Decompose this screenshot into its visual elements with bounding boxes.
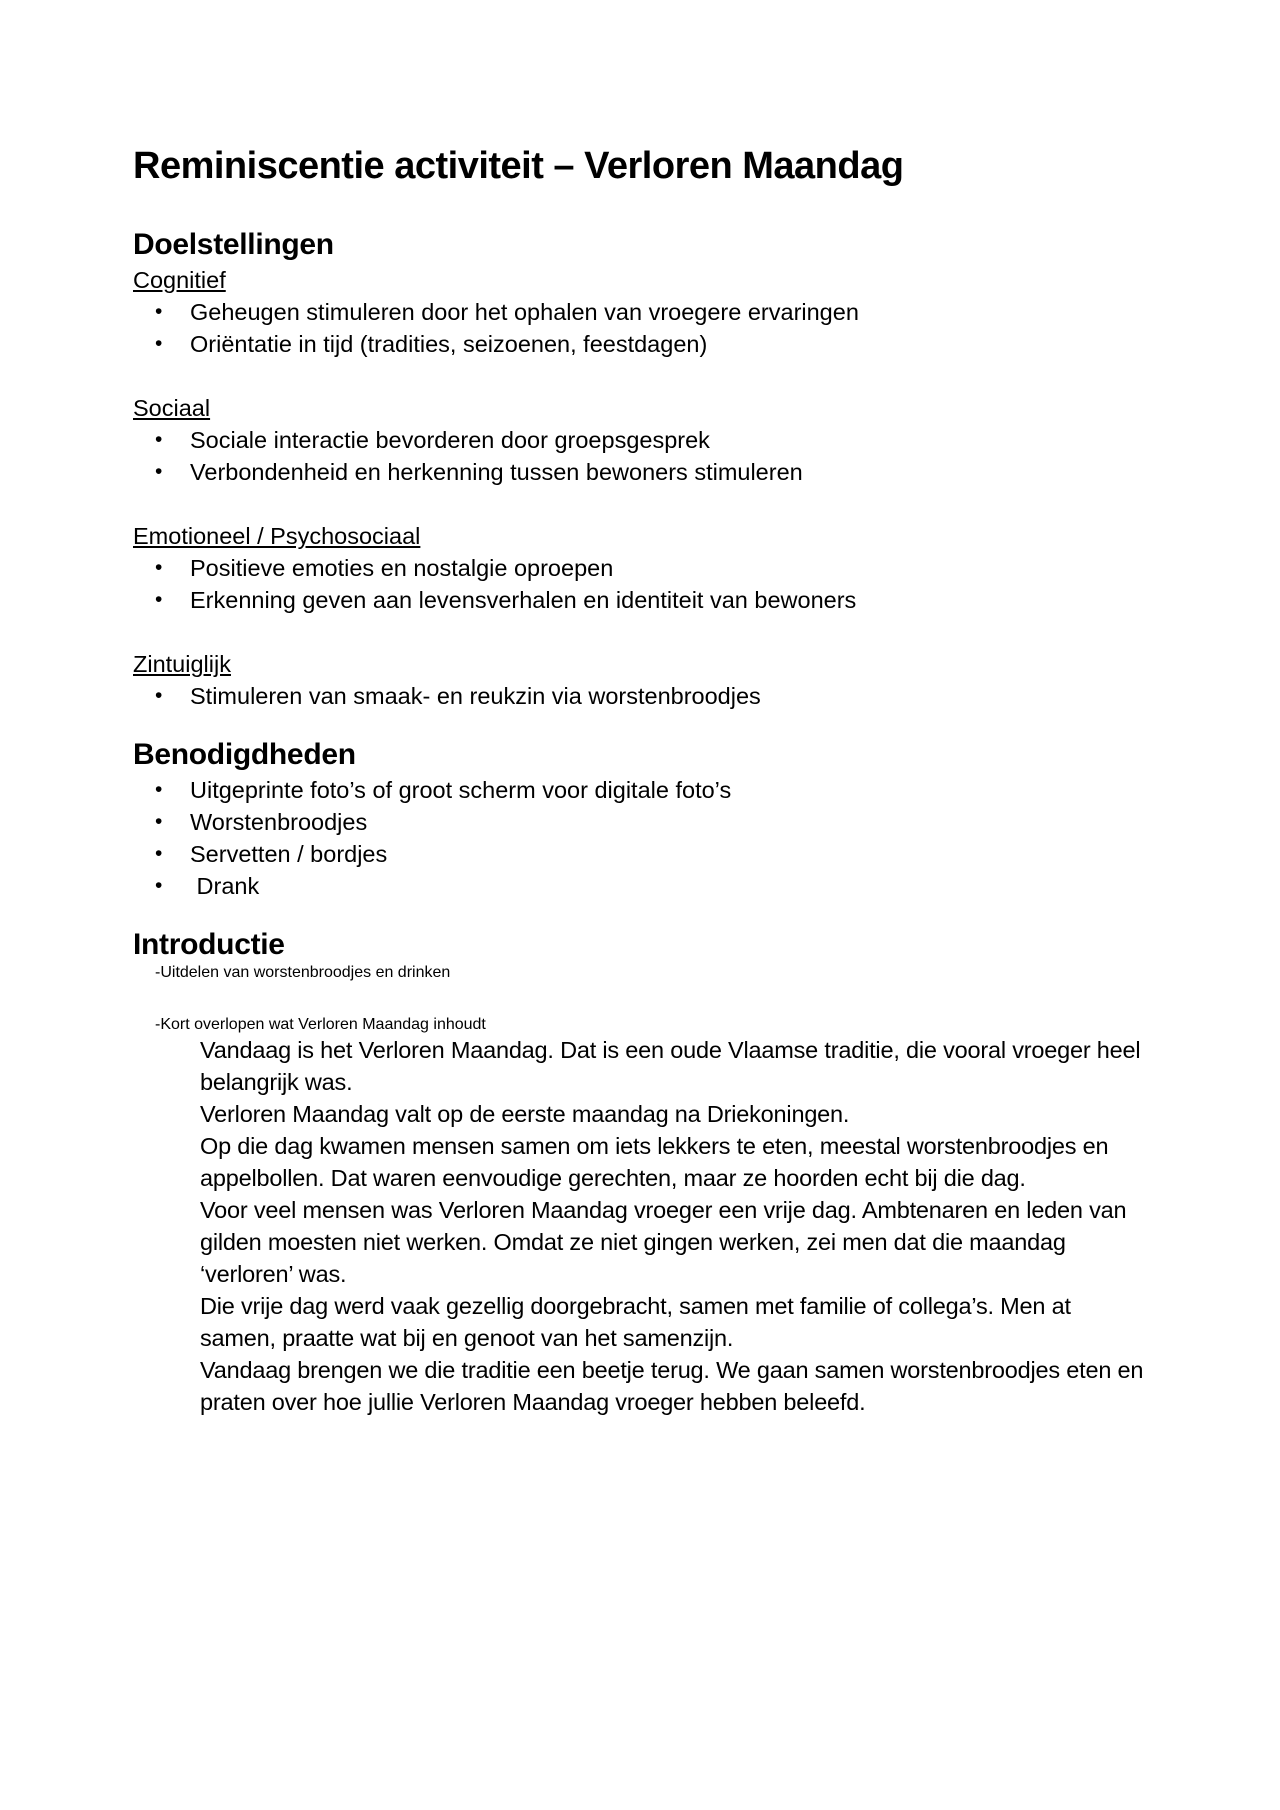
subsection-cognitief [133, 264, 1147, 360]
bullet-marker: • [155, 300, 163, 323]
bullet-item [133, 424, 1147, 456]
dash-item-text: Kort overlopen wat Verloren Maandag inhoudt [160, 1016, 486, 1033]
subsection-sociaal [133, 392, 1147, 488]
bullet-marker: • [155, 556, 163, 579]
dash-item [133, 964, 1147, 982]
paragraph: Vandaag is het Verloren Maandag. Dat is een oude Vlaamse traditie, die vooral vroeger heel belangrijk was. [200, 1037, 1141, 1095]
dash-marker: - [155, 964, 161, 981]
subsection-label: Sociaal [133, 395, 211, 421]
bullet-marker: • [155, 810, 163, 833]
subsection-label: Zintuiglijk [133, 651, 231, 677]
bullet-list [133, 296, 1147, 360]
subsection-zintuiglijk [133, 648, 1147, 712]
bullet-item [133, 838, 1147, 870]
subsection-emotioneel-psychosociaal [133, 520, 1147, 616]
bullet-text: Geheugen stimuleren door het ophalen van vroegere ervaringen [190, 299, 859, 325]
bullet-text: Uitgeprinte foto’s of groot scherm voor digitale foto’s [190, 777, 732, 803]
bullet-marker: • [155, 778, 163, 801]
bullet-item [133, 870, 1147, 902]
bullet-text: Worstenbroodjes [190, 809, 368, 835]
document-title: Reminiscentie activiteit – Verloren Maandag [133, 145, 904, 187]
bullet-item [133, 584, 1147, 616]
dash-marker: - [155, 1016, 161, 1033]
bullet-text: Drank [190, 873, 260, 899]
bullet-text: Oriëntatie in tijd (tradities, seizoenen, feestdagen) [190, 331, 708, 357]
bullet-item [133, 774, 1147, 806]
paragraph: Die vrije dag werd vaak gezellig doorgebracht, samen met familie of collega’s. Men at samen, praatte wat bij en genoot van het samenzijn. [200, 1293, 1071, 1351]
bullet-text: Positieve emoties en nostalgie oproepen [190, 555, 614, 581]
bullet-text: Verbondenheid en herkenning tussen bewoners stimuleren [190, 459, 803, 485]
bullet-marker: • [155, 684, 163, 707]
section-heading-introductie: Introductie [133, 928, 285, 961]
bullet-list [133, 424, 1147, 488]
section-heading-doelstellingen: Doelstellingen [133, 228, 334, 261]
intro-paragraphs [200, 1034, 1150, 1418]
bullet-item [133, 296, 1147, 328]
bullet-text: Sociale interactie bevorderen door groepsgesprek [190, 427, 710, 453]
subsection-label: Cognitief [133, 267, 226, 293]
dash-item [133, 1016, 1147, 1418]
bullet-marker: • [155, 428, 163, 451]
bullet-list [133, 680, 1147, 712]
subsection-label: Emotioneel / Psychosociaal [133, 523, 421, 549]
bullet-marker: • [155, 842, 163, 865]
bullet-marker: • [155, 874, 163, 897]
bullet-marker: • [155, 332, 163, 355]
paragraph: Verloren Maandag valt op de eerste maandag na Driekoningen. [200, 1101, 850, 1127]
bullet-list [133, 774, 1147, 902]
dash-item-text: Uitdelen van worstenbroodjes en drinken [160, 964, 451, 981]
bullet-item [133, 456, 1147, 488]
bullet-item [133, 806, 1147, 838]
paragraph: Voor veel mensen was Verloren Maandag vroeger een vrije dag. Ambtenaren en leden van gilden moesten niet werken. Omdat ze niet gingen werken, zei men dat die maandag ‘verloren’ was. [200, 1197, 1127, 1287]
section-heading-benodigdheden: Benodigdheden [133, 738, 356, 771]
bullet-item [133, 328, 1147, 360]
bullet-marker: • [155, 588, 163, 611]
bullet-list [133, 552, 1147, 616]
bullet-text: Erkenning geven aan levensverhalen en identiteit van bewoners [190, 587, 857, 613]
bullet-text: Servetten / bordjes [190, 841, 388, 867]
bullet-item [133, 552, 1147, 584]
bullet-text: Stimuleren van smaak- en reukzin via worstenbroodjes [190, 683, 761, 709]
paragraph: Vandaag brengen we die traditie een beetje terug. We gaan samen worstenbroodjes eten en praten over hoe jullie Verloren Maandag vroeger hebben beleefd. [200, 1357, 1144, 1415]
bullet-item [133, 680, 1147, 712]
paragraph: Op die dag kwamen mensen samen om iets lekkers te eten, meestal worstenbroodjes en appelbollen. Dat waren eenvoudige gerechten, maar ze hoorden echt bij die dag. [200, 1133, 1109, 1191]
bullet-marker: • [155, 460, 163, 483]
